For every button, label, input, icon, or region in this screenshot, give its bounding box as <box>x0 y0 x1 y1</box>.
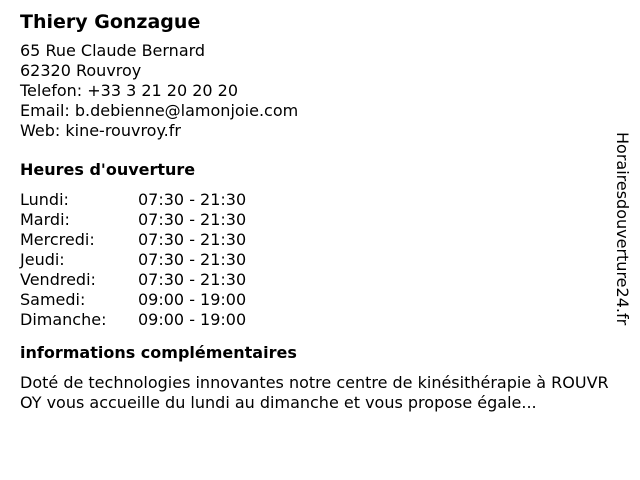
business-card <box>20 10 610 413</box>
day-label: Jeudi: <box>20 250 65 269</box>
time-range: 07:30 - 21:30 <box>138 230 247 249</box>
info-description: Doté de technologies innovantes notre centre de kinésithérapie à ROUVROY vous accueille du lundi au dimanche et vous propose égale... <box>20 373 609 412</box>
site-watermark-label: Horairesdouverture24.fr <box>613 132 632 326</box>
hours-title: Heures d'ouverture <box>20 160 196 179</box>
day-label: Mercredi: <box>20 230 95 249</box>
phone-line: Telefon: +33 3 21 20 20 20 <box>20 81 239 100</box>
hours-row-mardi <box>20 210 246 230</box>
hours-table <box>20 190 246 330</box>
hours-row-mercredi <box>20 230 246 250</box>
time-range: 09:00 - 19:00 <box>138 290 247 309</box>
hours-row-jeudi <box>20 250 246 270</box>
time-range: 09:00 - 19:00 <box>138 310 247 329</box>
time-range: 07:30 - 21:30 <box>138 270 247 289</box>
address-line-2: 62320 Rouvroy <box>20 61 142 80</box>
web-line: Web: kine-rouvroy.fr <box>20 121 181 140</box>
time-range: 07:30 - 21:30 <box>138 210 247 229</box>
day-label: Lundi: <box>20 190 69 209</box>
address-line-1: 65 Rue Claude Bernard <box>20 41 206 60</box>
day-label: Samedi: <box>20 290 86 309</box>
email-line: Email: b.debienne@lamonjoie.com <box>20 101 299 120</box>
hours-row-dimanche <box>20 310 246 330</box>
day-label: Mardi: <box>20 210 70 229</box>
business-name: Thiery Gonzague <box>20 11 201 33</box>
time-range: 07:30 - 21:30 <box>138 250 247 269</box>
hours-row-samedi <box>20 290 246 310</box>
day-label: Dimanche: <box>20 310 107 329</box>
day-label: Vendredi: <box>20 270 96 289</box>
hours-row-lundi <box>20 190 246 210</box>
hours-row-vendredi <box>20 270 246 290</box>
time-range: 07:30 - 21:30 <box>138 190 247 209</box>
info-title: informations complémentaires <box>20 343 297 362</box>
